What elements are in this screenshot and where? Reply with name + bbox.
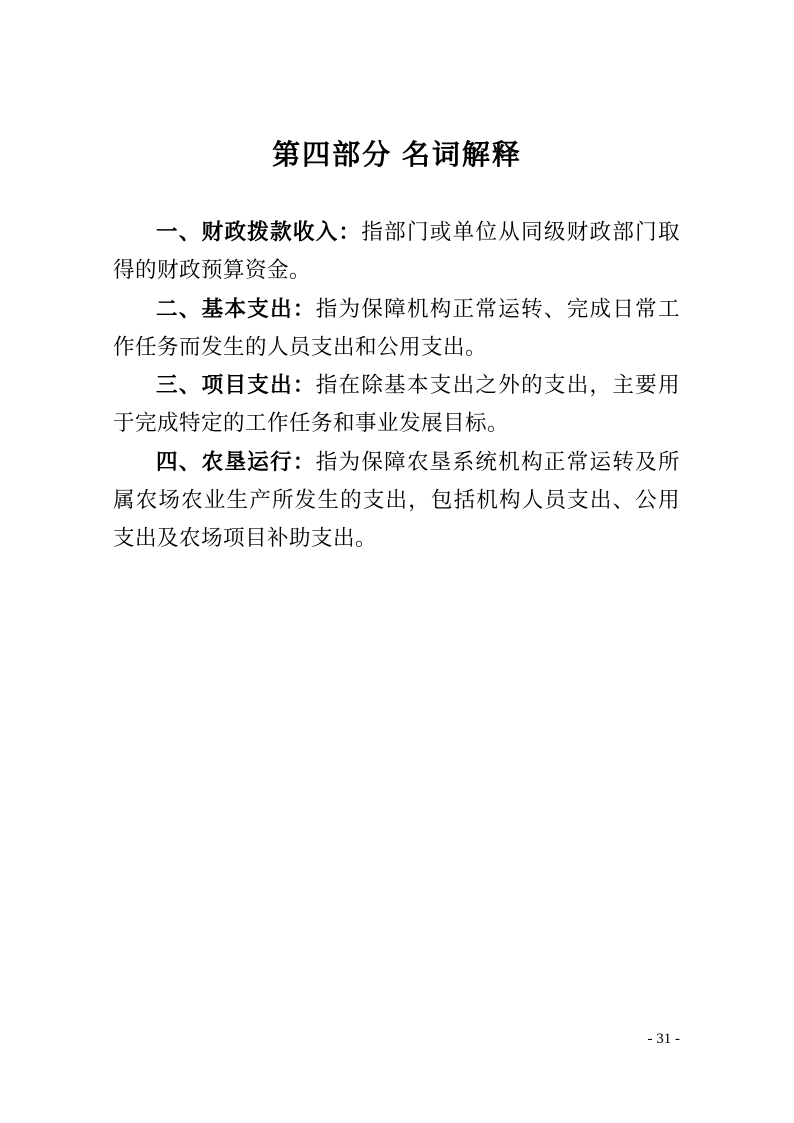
definition-paragraph-2 xyxy=(113,290,680,367)
page-title: 第四部分 名词解释 xyxy=(272,139,522,170)
definition-paragraph-4 xyxy=(113,443,680,558)
term-definition-1: 指部门或单位从同级财政部门取得的财政预算资金。 xyxy=(113,220,680,283)
definition-paragraph-3 xyxy=(113,366,680,443)
term-label-4: 四、农垦运行： xyxy=(156,449,316,474)
term-definition-3: 指在除基本支出之外的支出，主要用于完成特定的工作任务和事业发展目标。 xyxy=(113,373,680,436)
page-number: - 31 - xyxy=(647,1031,680,1047)
definition-paragraph-1 xyxy=(113,213,680,290)
term-label-2: 二、基本支出： xyxy=(156,296,316,321)
term-definition-4: 指为保障农垦系统机构正常运转及所属农场农业生产所发生的支出，包括机构人员支出、公用支出及农场项目补助支出。 xyxy=(113,449,680,551)
term-label-3: 三、项目支出： xyxy=(156,373,316,398)
document-body xyxy=(113,213,680,558)
term-definition-2: 指为保障机构正常运转、完成日常工作任务而发生的人员支出和公用支出。 xyxy=(113,296,680,359)
term-label-1: 一、财政拨款收入： xyxy=(156,220,362,244)
